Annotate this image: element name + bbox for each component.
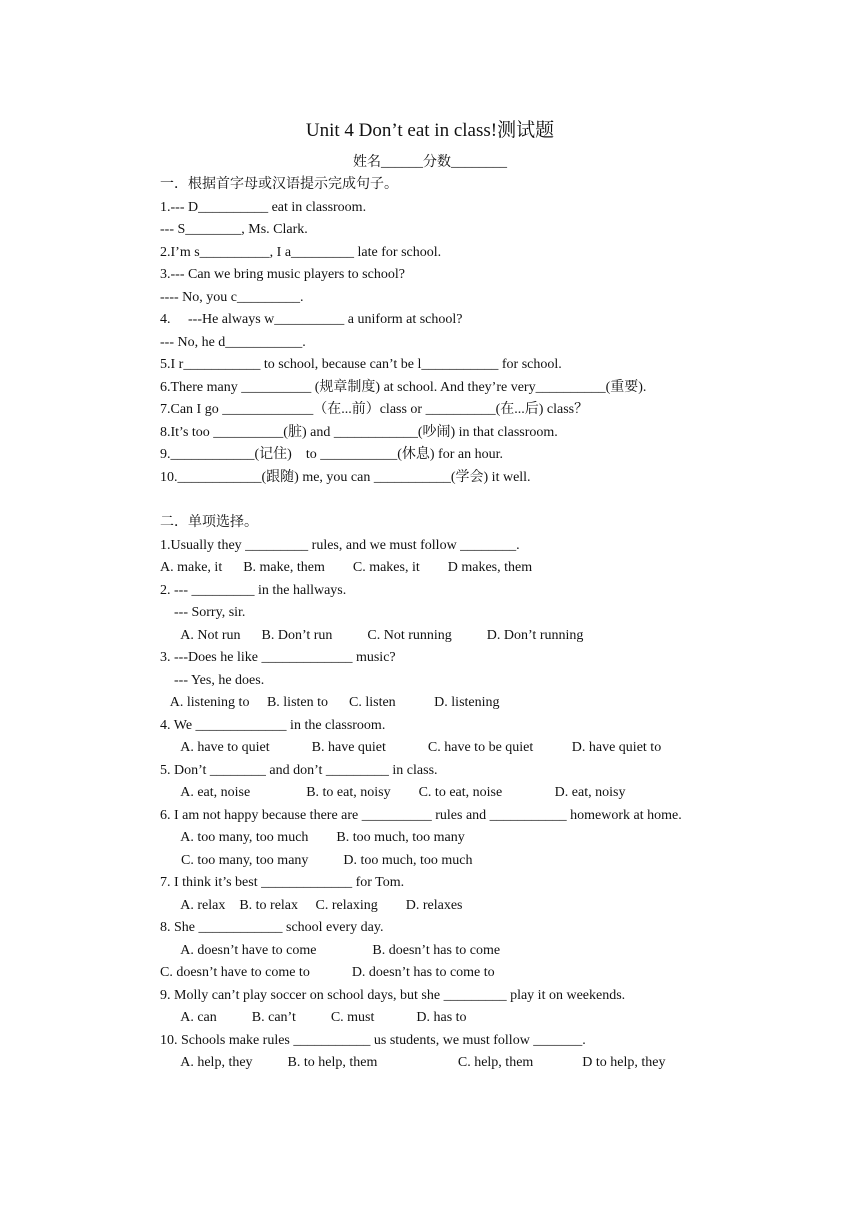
s2-line: 1.Usually they _________ rules, and we must follow ________. (160, 538, 520, 553)
page-title: Unit 4 Don’t eat in class!测试题 (305, 120, 555, 141)
s2-line: 10. Schools make rules ___________ us students, we must follow _______. (160, 1033, 586, 1048)
section2-heading: 二．单项选择。 (160, 515, 258, 530)
s1-line: --- S________, Ms. Clark. (160, 222, 308, 237)
s2-line: A. listening to B. listen to C. listen D. listening (160, 695, 500, 710)
s1-line: 7.Can I go _____________（在...前）class or __________(在...后) class？ (160, 402, 589, 417)
s2-line: 4. We _____________ in the classroom. (160, 718, 386, 733)
s1-line: 1.--- D__________ eat in classroom. (160, 200, 367, 215)
s1-line: 8.It’s too __________(脏) and ____________(吵闹) in that classroom. (160, 425, 558, 440)
s1-line: 3.--- Can we bring music players to school? (160, 267, 405, 282)
s2-line: A. relax B. to relax C. relaxing D. relaxes (160, 898, 463, 913)
s2-line: A. eat, noise B. to eat, noisy C. to eat, noise D. eat, noisy (160, 785, 626, 800)
s2-line: 3. ---Does he like _____________ music? (160, 650, 396, 665)
s2-line: A. help, they B. to help, them C. help, them D to help, they (160, 1055, 666, 1070)
s1-line: 4. ---He always w__________ a uniform at school? (160, 312, 463, 327)
s2-line: A. doesn’t have to come B. doesn’t has to come (160, 943, 501, 958)
s2-line: 5. Don’t ________ and don’t _________ in class. (160, 763, 438, 778)
s2-line: 8. She ____________ school every day. (160, 920, 384, 935)
s2-line: 6. I am not happy because there are __________ rules and ___________ homework at home. (160, 808, 682, 823)
s2-line: 2. --- _________ in the hallways. (160, 583, 347, 598)
s1-line: 2.I’m s__________, I a_________ late for school. (160, 245, 442, 260)
s1-line: 10.____________(跟随) me, you can ___________(学会) it well. (160, 470, 531, 485)
name-score-line: 姓名______分数________ (353, 155, 507, 170)
s1-line: 6.There many __________ (规章制度) at school. And they’re very__________(重要). (160, 380, 647, 395)
s2-line: A. make, it B. make, them C. makes, it D makes, them (160, 560, 533, 575)
s2-line: --- Yes, he does. (160, 673, 265, 688)
s2-line: A. have to quiet B. have quiet C. have to be quiet D. have quiet to (160, 740, 662, 755)
s2-line: A. Not run B. Don’t run C. Not running D. Don’t running (160, 628, 584, 643)
s1-line: 9.____________(记住) to ___________(休息) for an hour. (160, 447, 503, 462)
s2-line: C. doesn’t have to come to D. doesn’t has to come to (160, 965, 495, 980)
s2-line: A. too many, too much B. too much, too many (160, 830, 465, 845)
section1-heading: 一．根据首字母或汉语提示完成句子。 (160, 177, 398, 192)
s2-line: C. too many, too many D. too much, too much (160, 853, 473, 868)
s2-line: --- Sorry, sir. (160, 605, 246, 620)
s2-line: 9. Molly can’t play soccer on school days, but she _________ play it on weekends. (160, 988, 626, 1003)
s1-line: ---- No, you c_________. (160, 290, 304, 305)
s2-line: A. can B. can’t C. must D. has to (160, 1010, 467, 1025)
s1-line: --- No, he d___________. (160, 335, 306, 350)
s1-line: 5.I r___________ to school, because can’t be l___________ for school. (160, 357, 562, 372)
s2-line: 7. I think it’s best _____________ for Tom. (160, 875, 405, 890)
